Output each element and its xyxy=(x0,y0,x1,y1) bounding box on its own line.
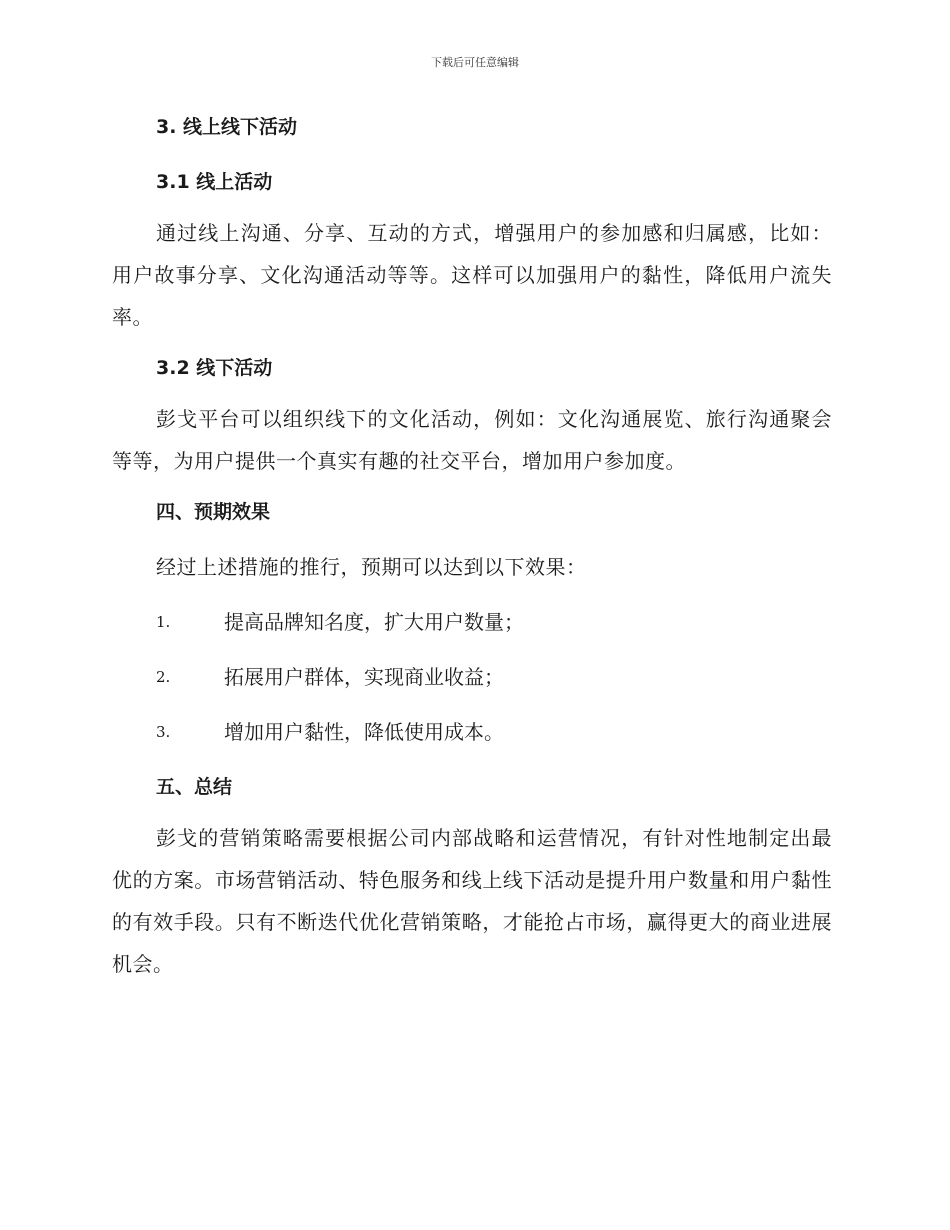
section-5-paragraph: 彭戈的营销策略需要根据公司内部战略和运营情况，有针对性地制定出最优的方案。市场营销活动、特色服务和线上线下活动是提升用户数量和用户黏性的有效手段。只有不断迭代优化营销策略，才能抢占市场，赢得更大的商业进展机会。 xyxy=(112,826,832,976)
section-3-1-paragraph: 通过线上沟通、分享、互动的方式，增强用户的参加感和归属感，比如：用户故事分享、文化沟通活动等等。这样可以加强用户的黏性，降低用户流失率。 xyxy=(112,221,832,329)
list-number: 1. xyxy=(156,613,171,631)
list-item xyxy=(112,605,832,639)
header-note: 下载后可任意编辑 xyxy=(431,56,519,69)
list-number: 2. xyxy=(156,668,171,686)
section-5-title: 五、总结 xyxy=(156,776,233,798)
section-4-title: 四、预期效果 xyxy=(156,501,271,523)
section-3-2-paragraph: 彭戈平台可以组织线下的文化活动，例如：文化沟通展览、旅行沟通聚会等等，为用户提供一个真实有趣的社交平台，增加用户参加度。 xyxy=(112,407,832,473)
list-number: 3. xyxy=(156,723,171,741)
list-item xyxy=(112,660,832,694)
list-text: 拓展用户群体，实现商业收益； xyxy=(224,665,504,689)
list-item xyxy=(112,715,832,749)
list-text: 增加用户黏性，降低使用成本。 xyxy=(224,720,504,744)
section-3-title: 3. 线上线下活动 xyxy=(156,116,298,138)
list-text: 提高品牌知名度，扩大用户数量； xyxy=(224,610,524,634)
section-4-intro: 经过上述措施的推行，预期可以达到以下效果： xyxy=(156,555,587,579)
section-3-1-title: 3.1 线上活动 xyxy=(156,171,273,193)
document-body xyxy=(112,110,832,985)
section-3-2-title: 3.2 线下活动 xyxy=(156,357,273,379)
